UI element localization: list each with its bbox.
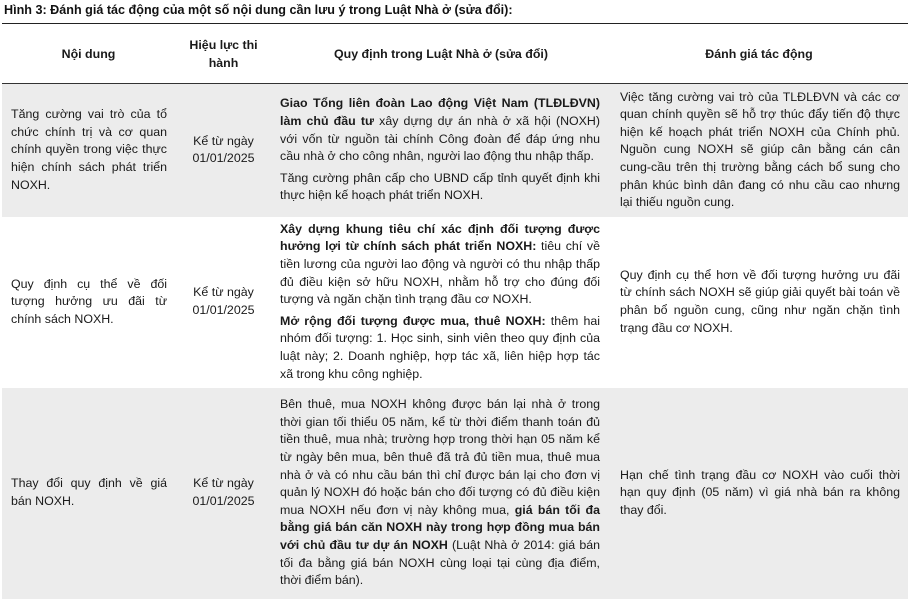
row-content: Quy định cụ thể về đối tượng hưởng ưu đãi từ chính sách NOXH.: [11, 276, 167, 326]
row-effective-date: Kể từ ngày 01/01/2025: [192, 285, 255, 317]
row-regulation: [272, 84, 610, 217]
regulation-bold: giá bán tối đa bằng giá bán căn NOXH này trong hợp đồng mua bán với chủ đầu tư dự án NOXH: [280, 502, 600, 552]
row-impact: Việc tăng cường vai trò của TLĐLĐVN và các cơ quan chính quyền sẽ hỗ trợ thúc đẩy tiến độ thực hiện kế hoạch phát triển NOXH của Chính phủ. Nguồn cung NOXH sẽ giúp cân bằng cán cân cung-cầu trên thị trường bằng cách bổ sung cho phân khúc bình dân đang có nhu cầu cao nhưng lại thiếu nguồn cung.: [610, 84, 908, 217]
regulation-text: thêm hai nhóm đối tượng: 1. Học sinh, sinh viên theo quy định của luật này; 2. Doanh nghiệp, hợp tác xã, liên hiệp hợp tác xã trong khu công nghiệp.: [280, 313, 600, 381]
row-content: Thay đổi quy định về giá bán NOXH.: [2, 388, 175, 599]
header-content: Nội dung: [2, 24, 175, 84]
header-regulation: Quy định trong Luật Nhà ở (sửa đổi): [272, 24, 610, 84]
regulation-paragraph: [280, 313, 600, 383]
regulation-paragraph: [280, 95, 600, 165]
row-regulation: [272, 388, 610, 599]
row-effective-date: Kể từ ngày 01/01/2025: [175, 84, 272, 217]
regulation-text: Bên thuê, mua NOXH không được bán lại nhà ở trong thời gian tối thiểu 05 năm, kể từ thời điểm thanh toán đủ tiền thuê, mua nhà; trường hợp trong thời hạn 05 năm kể từ ngày bên mua, bên thuê đã trả đủ tiền mua, thuê mua nhà ở và có nhu cầu bán thì chỉ được bán lại cho đơn vị quản lý NOXH đó hoặc bán cho đối tượng có đủ điều kiện mua NOXH nếu đơn vị này không mua,: [280, 397, 600, 517]
figure-caption: Hình 3: Đánh giá tác động của một số nội dung cần lưu ý trong Luật Nhà ở (sửa đổi):: [4, 3, 513, 17]
header-effective: Hiệu lực thi hành: [175, 24, 272, 84]
header-impact: Đánh giá tác động: [610, 24, 908, 84]
row-impact: Hạn chế tình trạng đầu cơ NOXH vào cuối thời hạn quy định (05 năm) vì giá nhà bán ra không thay đổi.: [610, 388, 908, 599]
regulation-text: (Luật Nhà ở 2014: giá bán tối đa bằng giá bán NOXH cùng loại tại cùng địa điểm, thời điểm bán).: [280, 537, 600, 588]
regulation-paragraph: [280, 170, 600, 205]
impact-table: [2, 23, 908, 599]
regulation-text: Tăng cường phân cấp cho UBND cấp tỉnh quyết định khi thực hiện kế hoạch phát triển NOXH.: [280, 170, 600, 203]
row-content: Tăng cường vai trò của tổ chức chính trị và cơ quan chính quyền trong việc thực hiện chính sách phát triển NOXH.: [2, 84, 175, 217]
regulation-bold: Mở rộng đối tượng được mua, thuê NOXH:: [280, 313, 546, 328]
row-effective-date: Kể từ ngày 01/01/2025: [175, 388, 272, 599]
table-row: [2, 217, 908, 388]
table-row: [2, 388, 908, 599]
table-header-row: [2, 24, 908, 84]
table-row: [2, 84, 908, 217]
regulation-text: tiêu chí về tiền lương của người lao động và người có thu nhập thấp đủ điều kiện sở hữu NOXH, nhằm hỗ trợ cho đúng đối tượng và ngăn chặn tình trạng đầu cơ NOXH.: [280, 239, 600, 307]
regulation-paragraph: [280, 396, 600, 590]
row-regulation: [272, 217, 610, 388]
regulation-text: xây dựng dự án nhà ở xã hội (NOXH) với vốn từ nguồn tài chính Công đoàn để đáp ứng nhu cầu nhà ở cho công nhân, người lao động thu nhập thấp.: [280, 114, 601, 164]
regulation-bold: Xây dựng khung tiêu chí xác định đối tượng được hưởng lợi từ chính sách phát triển NOXH:: [280, 221, 600, 254]
row-impact: Quy định cụ thể hơn về đối tượng hưởng ưu đãi từ chính sách NOXH sẽ giúp giải quyết bài toán về phân bổ nguồn cung, cũng như ngăn chặn tình trạng đầu cơ NOXH.: [620, 267, 900, 335]
regulation-bold: Giao Tổng liên đoàn Lao động Việt Nam (TLĐLĐVN) làm chủ đầu tư: [280, 96, 600, 129]
regulation-paragraph: [280, 221, 600, 309]
